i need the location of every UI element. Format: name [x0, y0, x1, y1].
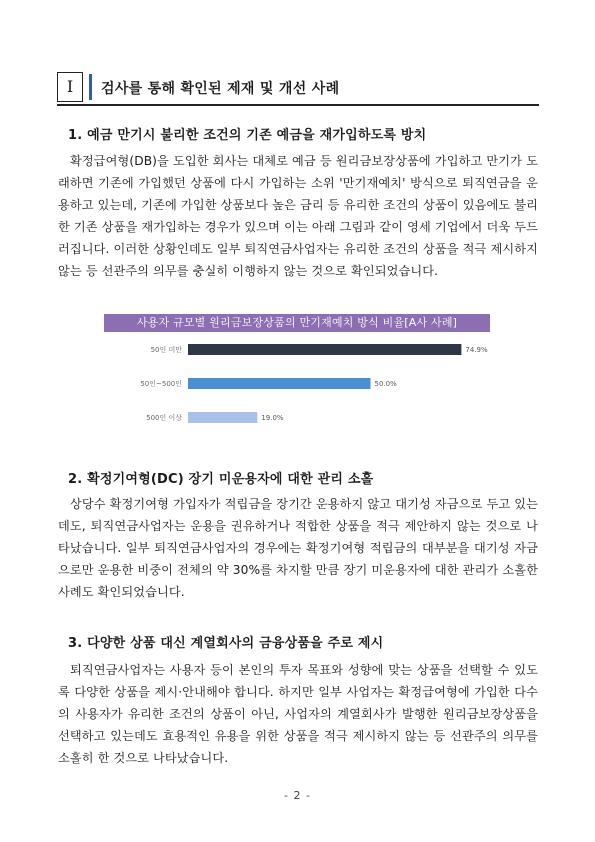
- section-number-box: Ⅰ: [57, 72, 83, 102]
- subheading-2: 2. 확정기여형(DC) 장기 미운용자에 대한 관리 소홀: [68, 472, 374, 487]
- section-accent-bar: [89, 74, 92, 100]
- category-label: 50인~500인: [140, 380, 182, 388]
- data-label: 74.9%: [465, 346, 488, 354]
- section-title: 검사를 통해 확인된 제재 및 개선 사례: [101, 81, 340, 97]
- data-label: 50.0%: [374, 380, 397, 388]
- section-header: [57, 72, 539, 106]
- bar-chart: [104, 336, 490, 446]
- section-underline: [57, 104, 539, 106]
- page-number: - 2 -: [284, 789, 311, 802]
- data-label: 19.0%: [261, 414, 284, 422]
- category-label: 50인 미만: [150, 346, 182, 354]
- category-label: 500인 이상: [146, 414, 182, 422]
- bar: [188, 412, 257, 423]
- chart-title: 사용자 규모별 원리금보장상품의 만기재예치 방식 비율[A사 사례]: [104, 314, 490, 332]
- subheading-3: 3. 다양한 상품 대신 계열회사의 금융상품을 주로 제시: [68, 636, 384, 651]
- paragraph-1: 확정급여형(DB)을 도입한 회사는 대체로 예금 등 원리금보장상품에 가입하고 만기가 도래하면 기존에 가입했던 상품에 다시 가입하는 소위 '만기재예치' 방식으로 퇴직연금을 운용하고 있는데, 기존에 가입한 상품보다 높은 금리 등 유리한 조건의 상품이 있음에도 불리한 기존 상품을 재가입하는 경우가 있으며 이는 아래 그림과 같이 영세 기업에서 더욱 두드러집니다. 이러한 상황인데도 일부 퇴직연금사업자는 유리한 조건의 상품을 적극 제시하지 않는 등 선관주의 의무를 충실히 이행하지 않는 것으로 확인되었습니다.: [58, 154, 538, 278]
- paragraph-2: 상당수 확정기여형 가입자가 적립금을 장기간 운용하지 않고 대기성 자금으로 두고 있는데도, 퇴직연금사업자는 운용을 권유하거나 적합한 상품을 적극 제안하지 않는 것으로 나타났습니다. 일부 퇴직연금사업자의 경우에는 확정기여형 적립금의 대부분을 대기성 자금으로만 운용한 비중이 전체의 약 30%를 차지할 만큼 장기 미운용자에 대한 관리가 소홀한 사례도 확인되었습니다.: [58, 497, 538, 599]
- bar: [188, 344, 461, 355]
- bar: [188, 378, 371, 389]
- subheading-1: 1. 예금 만기시 불리한 조건의 기존 예금을 재가입하도록 방치: [68, 128, 427, 143]
- paragraph-3: 퇴직연금사업자는 사용자 등이 본인의 투자 목표와 성향에 맞는 상품을 선택할 수 있도록 다양한 상품을 제시·안내해야 합니다. 하지만 일부 사업자는 확정급여형에 가입한 다수의 사용자가 유리한 조건의 상품이 아닌, 사업자의 계열회사가 발행한 원리금보장상품을 선택하고 있는데도 효용적인 유용을 위한 상품을 적극 제시하지 않는 등 선관주의 의무를 소홀히 한 것으로 나타났습니다.: [58, 663, 538, 765]
